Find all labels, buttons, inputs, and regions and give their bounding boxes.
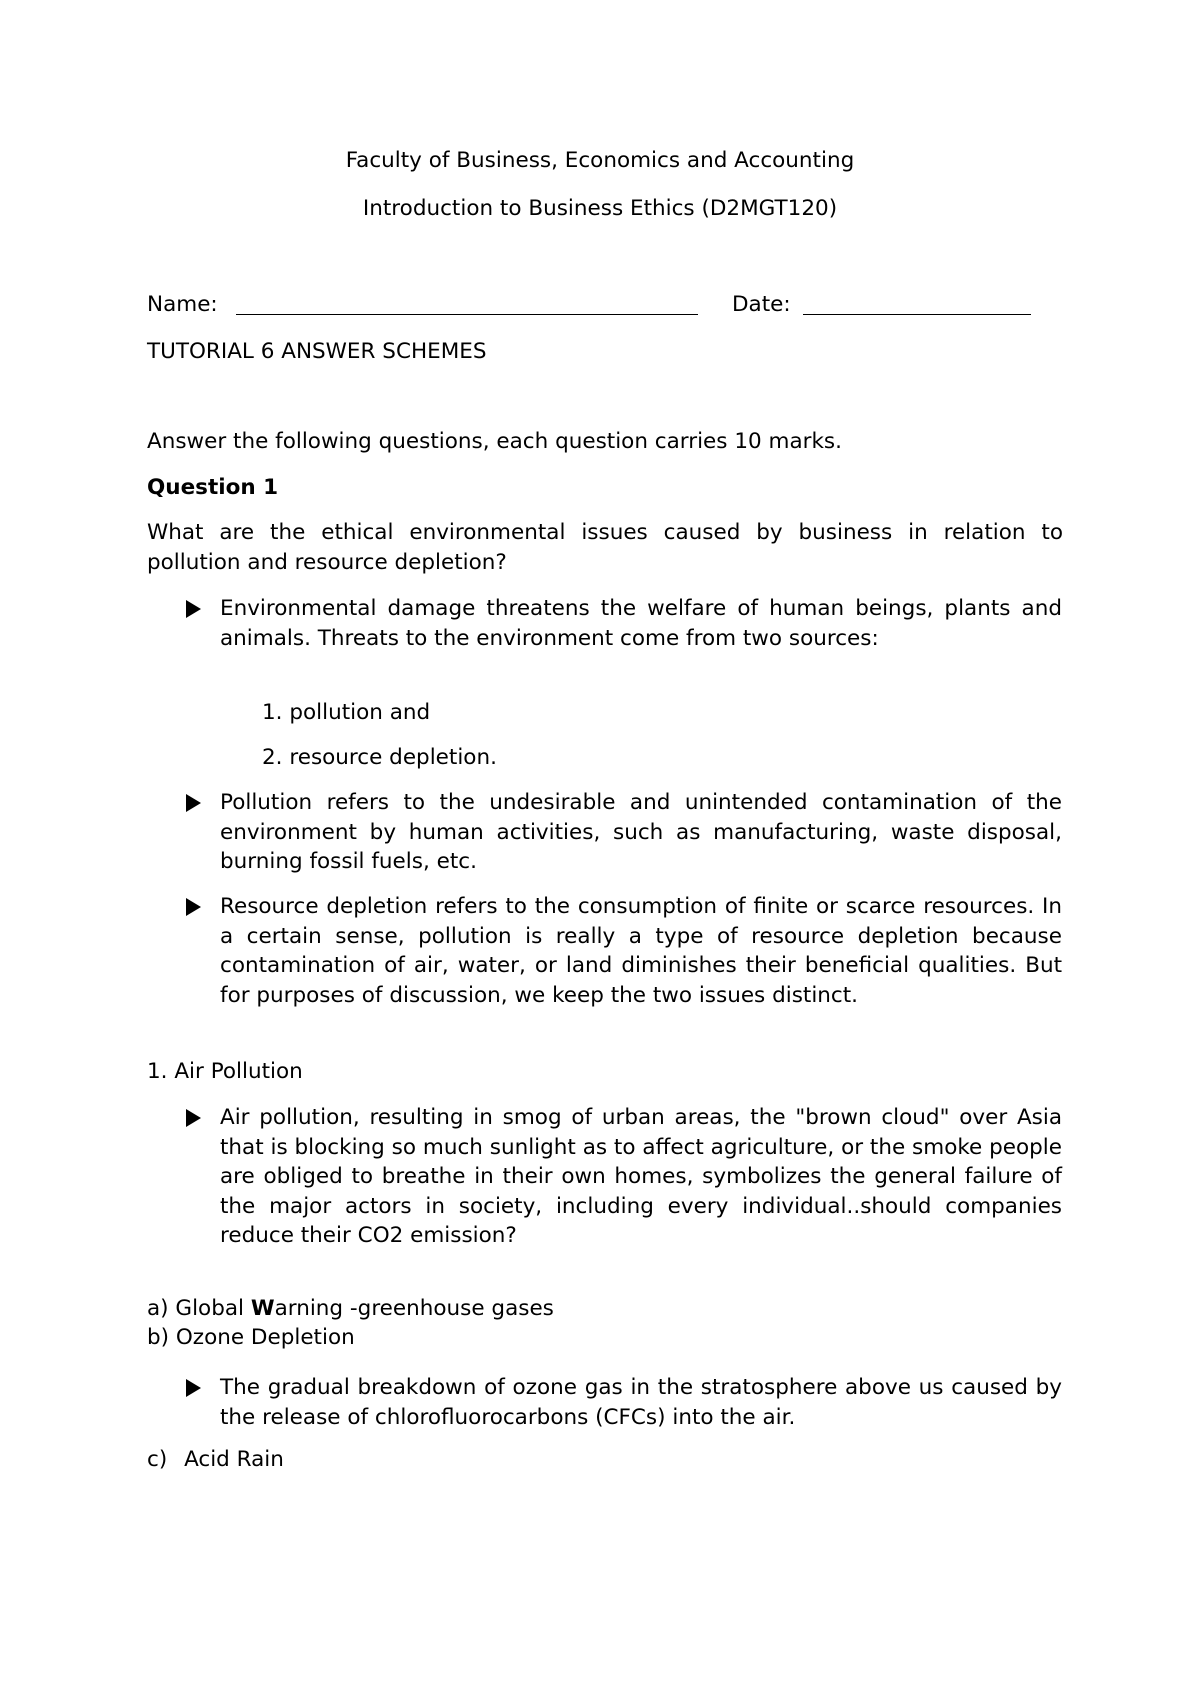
faculty-title: Faculty of Business, Economics and Accounting bbox=[345, 148, 855, 173]
list-item: 1. pollution and bbox=[262, 700, 431, 725]
list-item: 2. resource depletion. bbox=[262, 745, 497, 770]
subitem-acid-rain bbox=[147, 1447, 284, 1472]
bullet-air-pollution: Air pollution, resulting in smog of urban areas, the "brown cloud" over Asia that is blocking so much sunlight as to affect agriculture, or the smoke people are obliged to breathe in their own homes, symbolizes the general failure of the major actors in society, including every individual..should companies reduce their CO2 emission? bbox=[220, 1105, 1062, 1248]
section-heading-air-pollution: 1. Air Pollution bbox=[147, 1059, 303, 1084]
name-blank-line bbox=[236, 292, 698, 315]
bullet-ozone: The gradual breakdown of ozone gas in the stratosphere above us caused by the release of chlorofluorocarbons (CFCs) into the air. bbox=[220, 1375, 1062, 1430]
date-blank-line bbox=[803, 292, 1031, 315]
bullet-resource-depletion: Resource depletion refers to the consumption of finite or scarce resources. In a certain sense, pollution is really a type of resource depletion because contamination of air, water, or land diminishes their beneficial qualities. But for purposes of discussion, we keep the two issues distinct. bbox=[220, 894, 1062, 1008]
subitem-marker: a) bbox=[147, 1296, 169, 1321]
bullet-arrow-icon bbox=[186, 600, 201, 618]
date-field bbox=[732, 292, 791, 317]
subitem-bold-letter: W bbox=[250, 1296, 275, 1321]
tutorial-title: TUTORIAL 6 ANSWER SCHEMES bbox=[147, 339, 487, 364]
instructions: Answer the following questions, each question carries 10 marks. bbox=[147, 429, 842, 454]
date-label: Date: bbox=[732, 292, 791, 317]
bullet-pollution: Pollution refers to the undesirable and unintended contamination of the environment by human activities, such as manufacturing, waste disposal, burning fossil fuels, etc. bbox=[220, 790, 1062, 874]
subitem-marker: c) bbox=[147, 1447, 168, 1472]
subitem-ozone-depletion: b) Ozone Depletion bbox=[147, 1325, 355, 1350]
bullet-arrow-icon bbox=[186, 794, 201, 812]
bullet-arrow-icon bbox=[186, 1109, 201, 1127]
name-field bbox=[147, 292, 218, 317]
bullet-environmental-damage: Environmental damage threatens the welfare of human beings, plants and animals. Threats to the environment come from two sources: bbox=[220, 596, 1062, 651]
bullet-arrow-icon bbox=[186, 898, 201, 916]
course-title: Introduction to Business Ethics (D2MGT120) bbox=[362, 196, 838, 221]
question-text: What are the ethical environmental issues caused by business in relation to pollution and resource depletion? bbox=[147, 520, 1063, 575]
subitem-suffix: arning -greenhouse gases bbox=[274, 1296, 554, 1321]
question-heading: Question 1 bbox=[147, 475, 279, 500]
subitem-text: Acid Rain bbox=[184, 1447, 284, 1472]
subitem-prefix: Global bbox=[175, 1296, 251, 1321]
bullet-arrow-icon bbox=[186, 1379, 201, 1397]
subitem-global-warming bbox=[147, 1296, 554, 1321]
name-label: Name: bbox=[147, 292, 218, 317]
